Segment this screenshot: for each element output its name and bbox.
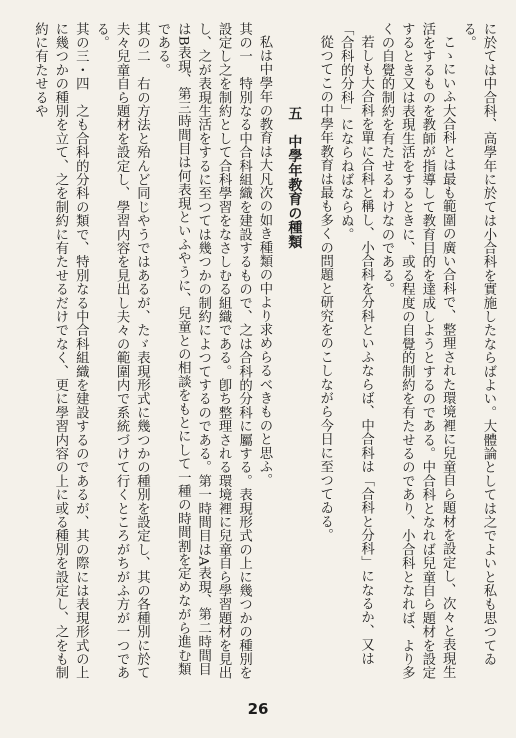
page-number: 26 <box>247 700 269 718</box>
paragraph: 其の三・四 之も合科的分科の類で、特別なる中合科組織を建設するのであるが、其の際には表現形式の上に幾つかの種別を立て、之を制約に有たせるだけでなく、更に學習内容の上に或る種別を設定し、之をも制約に有たせるや <box>32 22 89 680</box>
paragraph: 私は中學年の教育は大凡次の如き種類の中より求めらるべきものと思ふ。 <box>256 35 272 488</box>
paragraph: に於ては中合科、高學年に於ては小合科を實施したならばよい。大體論としては之でよいと私も思つてゐる。 <box>460 22 496 666</box>
paragraph: 從つてこの中學年教育は最も多くの問題と研究をのこしながら今日に至つてゐる。 <box>317 35 333 543</box>
paragraph: 其の一 特別なる中合科組織を建設するもので、之は合科的分科に屬する。表現形式の上に幾つかの種別を設定し之を制約として合科學習をなさしむる組織である。卽ち整理される環境裡に兒童自ら學習題材を見出し、之が表現生活をするに至つては幾つかの制約によつてするのである。第一時間目はA表現、第二時間目はB表現、第三時間目は何表現といふやうに、兒童との相談をもとにして一種の時間割を定めながら進む類である。 <box>154 22 252 680</box>
paragraph: こゝにいふ大合科とは最も範圍の廣い合科で、整理された環境裡に兒童自ら題材を設定し、次々と表現生活をするものを教師が指導して教育目的を達成しようとするのである。中合科となれば兒童自ら題材を設定するとき又は表現生活をするときに、或る程度の自覺的制約を有たせるのであり、小合科となれば、より多くの自覺的制約を有たせるわけなのである。 <box>378 22 456 680</box>
section-heading: 五 中學年教育の種類 <box>286 106 303 249</box>
paragraph: 若しも大合科を單に合科と稱し、小合科を分科といふならば、中合科は「合科と分科」になるか、又は「合科的分科」にならねばならぬ。 <box>338 22 374 666</box>
vertical-text-body <box>14 22 498 684</box>
paragraph: 其の二 右の方法と殆んど同じやうではあるが、たゞ表現形式に幾つかの種別を設定し、其の各種別に於て夫々兒童自ら題材を設定し、學習内容を見出し夫々の範圍内で系統づけて行くところがちがふ方が一つである。 <box>93 22 150 680</box>
